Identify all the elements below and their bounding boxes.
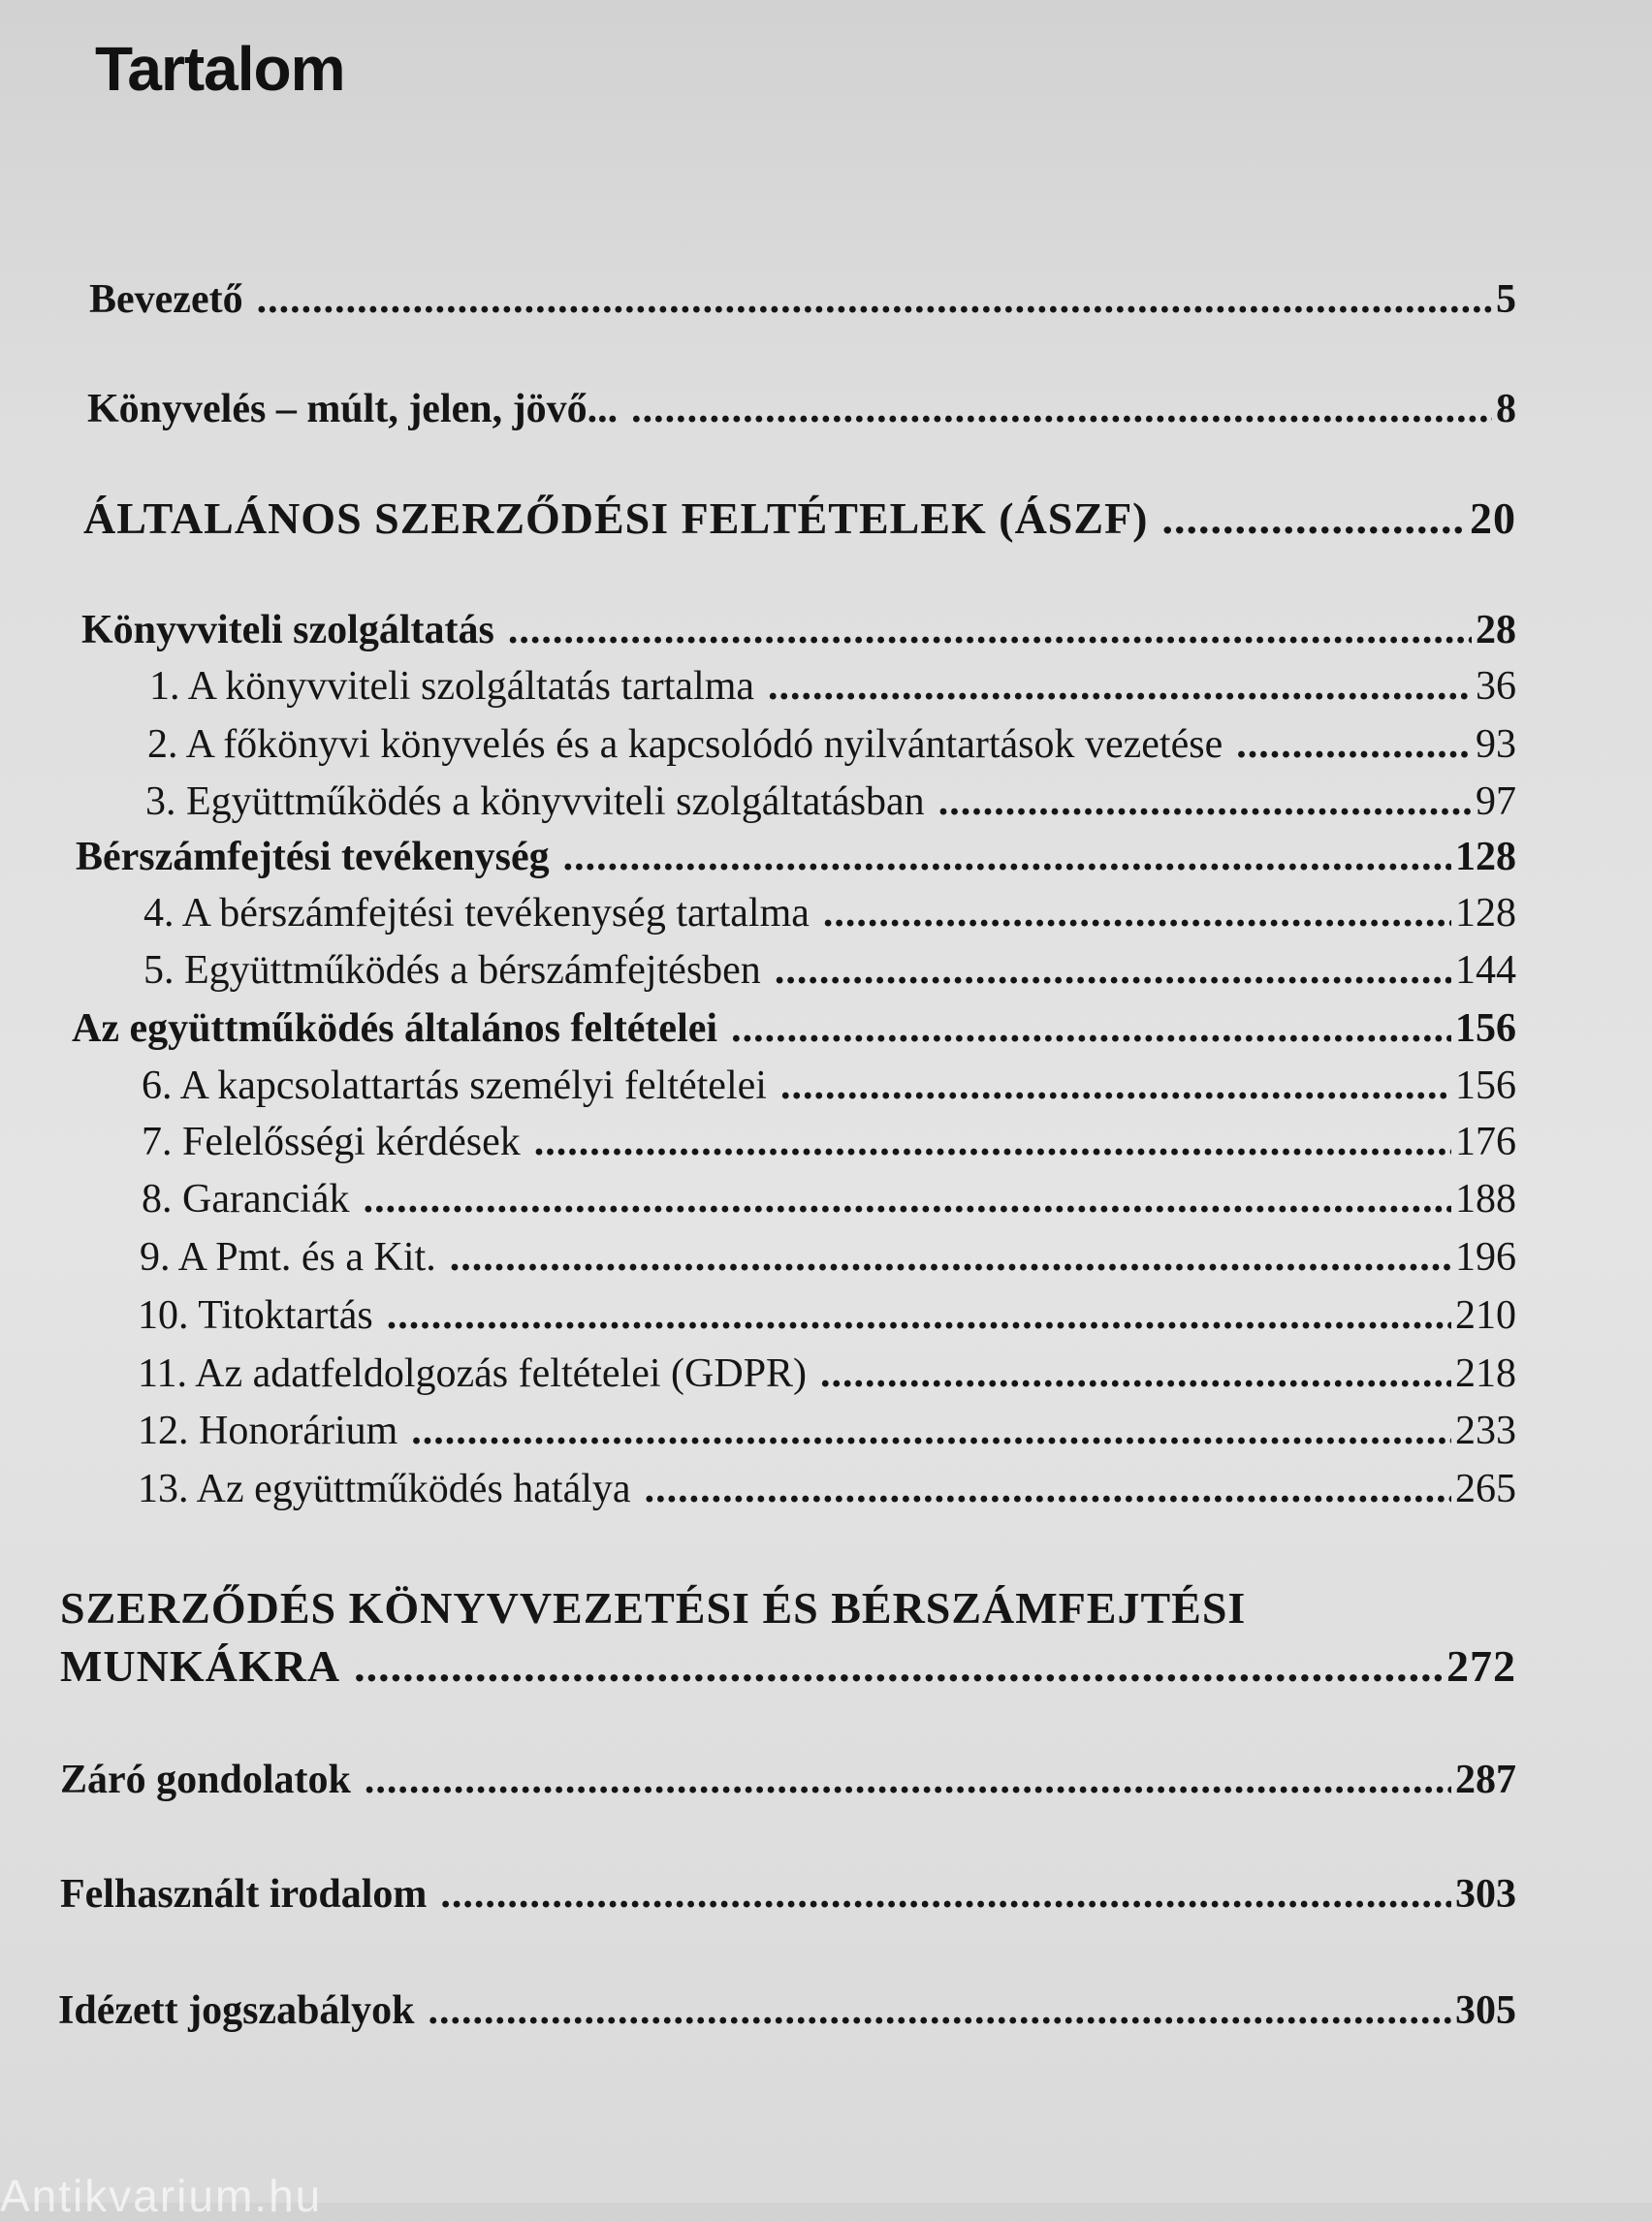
toc-entry-label: 11. Az adatfeldolgozás feltételei (GDPR) xyxy=(138,1351,808,1396)
toc-entry-page: 176 xyxy=(1455,1120,1516,1164)
toc-entry-chapter-2[interactable] xyxy=(147,721,1516,768)
dot-leader xyxy=(631,386,1492,432)
toc-entry-page: 144 xyxy=(1455,948,1516,993)
dot-leader xyxy=(354,1640,1443,1692)
toc-entry-felhasznalt-irodalom[interactable] xyxy=(60,1871,1516,1918)
toc-entry-chapter-8[interactable] xyxy=(142,1176,1516,1222)
dot-leader xyxy=(645,1466,1451,1512)
toc-entry-page: 97 xyxy=(1476,779,1516,824)
toc-entry-label: MUNKÁKRA xyxy=(60,1641,341,1691)
dot-leader xyxy=(534,1119,1451,1165)
toc-entry-konyveles[interactable] xyxy=(87,386,1516,432)
toc-entry-chapter-1[interactable] xyxy=(149,663,1516,710)
toc-entry-page: 36 xyxy=(1476,664,1516,709)
dot-leader xyxy=(780,1063,1451,1109)
toc-entry-page: 188 xyxy=(1455,1177,1516,1222)
toc-entry-label: 13. Az együttműködés hatálya xyxy=(138,1467,631,1511)
toc-entry-label: Bevezető xyxy=(89,277,243,322)
toc-entry-label: 3. Együttműködés a könyvviteli szolgáltatásban xyxy=(145,779,925,824)
toc-entry-page: 128 xyxy=(1455,835,1516,879)
toc-entry-page: 196 xyxy=(1455,1235,1516,1280)
toc-entry-label: 4. A bérszámfejtési tevékenység tartalma xyxy=(143,891,810,936)
toc-entry-label: 10. Titoktartás xyxy=(138,1293,373,1338)
toc-entry-szerzodes-line1: SZERZŐDÉS KÖNYVVEZETÉSI ÉS BÉRSZÁMFEJTÉSI xyxy=(60,1583,1247,1633)
toc-entry-label: 7. Felelősségi kérdések xyxy=(142,1120,521,1164)
toc-entry-konyvviteli-szolgaltatas[interactable] xyxy=(81,607,1516,653)
toc-entry-page: 128 xyxy=(1455,891,1516,936)
dot-leader xyxy=(364,1176,1451,1222)
toc-entry-page: 265 xyxy=(1455,1467,1516,1511)
dot-leader xyxy=(938,778,1472,825)
toc-entry-page: 305 xyxy=(1455,1988,1516,2033)
toc-entry-label: Idézett jogszabályok xyxy=(58,1988,415,2033)
toc-entry-label: Könyvviteli szolgáltatás xyxy=(81,608,494,652)
toc-entry-label: ÁLTALÁNOS SZERZŐDÉSI FELTÉTELEK (ÁSZF) xyxy=(83,493,1149,543)
toc-entry-egyuttmukodes-feltetelei[interactable] xyxy=(72,1005,1516,1052)
toc-entry-page: 93 xyxy=(1476,722,1516,767)
toc-entry-zaro-gondolatok[interactable] xyxy=(60,1757,1516,1803)
toc-entry-chapter-9[interactable] xyxy=(140,1234,1516,1281)
toc-entry-berszamfejtesi-tevekenyseg[interactable] xyxy=(76,834,1516,880)
toc-entry-label: 12. Honorárium xyxy=(138,1409,398,1453)
toc-entry-label: 6. A kapcsolattartás személyi feltételei xyxy=(142,1063,767,1108)
toc-entry-chapter-4[interactable] xyxy=(143,890,1516,936)
toc-entry-label: 2. A főkönyvi könyvelés és a kapcsolódó nyilvántartások vezetése xyxy=(147,722,1223,767)
dot-leader xyxy=(257,276,1492,323)
dot-leader xyxy=(823,890,1451,936)
toc-entry-chapter-5[interactable] xyxy=(143,947,1516,994)
dot-leader xyxy=(731,1005,1451,1052)
dot-leader xyxy=(508,607,1472,653)
toc-entry-page: 218 xyxy=(1455,1351,1516,1396)
toc-entry-aszf[interactable] xyxy=(83,492,1516,544)
toc-entry-chapter-11[interactable] xyxy=(138,1350,1516,1397)
toc-entry-chapter-7[interactable] xyxy=(142,1119,1516,1165)
toc-entry-page: 20 xyxy=(1470,493,1516,543)
dot-leader xyxy=(428,1987,1451,2034)
dot-leader xyxy=(450,1234,1451,1281)
toc-entry-chapter-6[interactable] xyxy=(142,1063,1516,1109)
toc-entry-page: 156 xyxy=(1455,1006,1516,1051)
toc-entry-label: Az együttműködés általános feltételei xyxy=(72,1006,718,1051)
toc-entry-chapter-12[interactable] xyxy=(138,1408,1516,1454)
toc-entry-page: 287 xyxy=(1455,1758,1516,1802)
toc-entry-label: Záró gondolatok xyxy=(60,1758,351,1802)
toc-entry-page: 8 xyxy=(1496,387,1516,431)
page-title: Tartalom xyxy=(95,34,345,104)
toc-entry-label: Könyvelés – múlt, jelen, jövő... xyxy=(87,387,619,431)
toc-entry-page: 303 xyxy=(1455,1872,1516,1917)
toc-entry-label: 5. Együttműködés a bérszámfejtésben xyxy=(143,948,761,993)
dot-leader xyxy=(768,663,1472,710)
toc-entry-chapter-3[interactable] xyxy=(145,778,1516,825)
dot-leader xyxy=(563,834,1451,880)
toc-entry-chapter-13[interactable] xyxy=(138,1466,1516,1512)
toc-entry-page: 272 xyxy=(1446,1641,1516,1691)
toc-entry-label: Felhasznált irodalom xyxy=(60,1872,428,1917)
dot-leader xyxy=(411,1408,1451,1454)
dot-leader xyxy=(1236,721,1472,768)
toc-entry-szerzodes[interactable] xyxy=(60,1640,1516,1692)
toc-entry-bevezeto[interactable] xyxy=(89,276,1516,323)
dot-leader xyxy=(365,1757,1451,1803)
toc-entry-page: 210 xyxy=(1455,1293,1516,1338)
toc-entry-label: Bérszámfejtési tevékenység xyxy=(76,835,550,879)
dot-leader xyxy=(775,947,1451,994)
dot-leader xyxy=(387,1292,1451,1339)
toc-entry-label: 1. A könyvviteli szolgáltatás tartalma xyxy=(149,664,755,709)
toc-entry-page: 233 xyxy=(1455,1409,1516,1453)
toc-entry-page: 156 xyxy=(1455,1063,1516,1108)
dot-leader xyxy=(1162,492,1467,544)
watermark: Antikvarium.hu xyxy=(0,2171,323,2221)
toc-entry-page: 5 xyxy=(1496,277,1516,322)
toc-entry-chapter-10[interactable] xyxy=(138,1292,1516,1339)
dot-leader xyxy=(440,1871,1451,1918)
toc-entry-label: 8. Garanciák xyxy=(142,1177,350,1222)
toc-entry-idezett-jogszabalyok[interactable] xyxy=(58,1987,1516,2034)
toc-entry-label: 9. A Pmt. és a Kit. xyxy=(140,1235,436,1280)
toc-entry-page: 28 xyxy=(1476,608,1516,652)
dot-leader xyxy=(820,1350,1451,1397)
